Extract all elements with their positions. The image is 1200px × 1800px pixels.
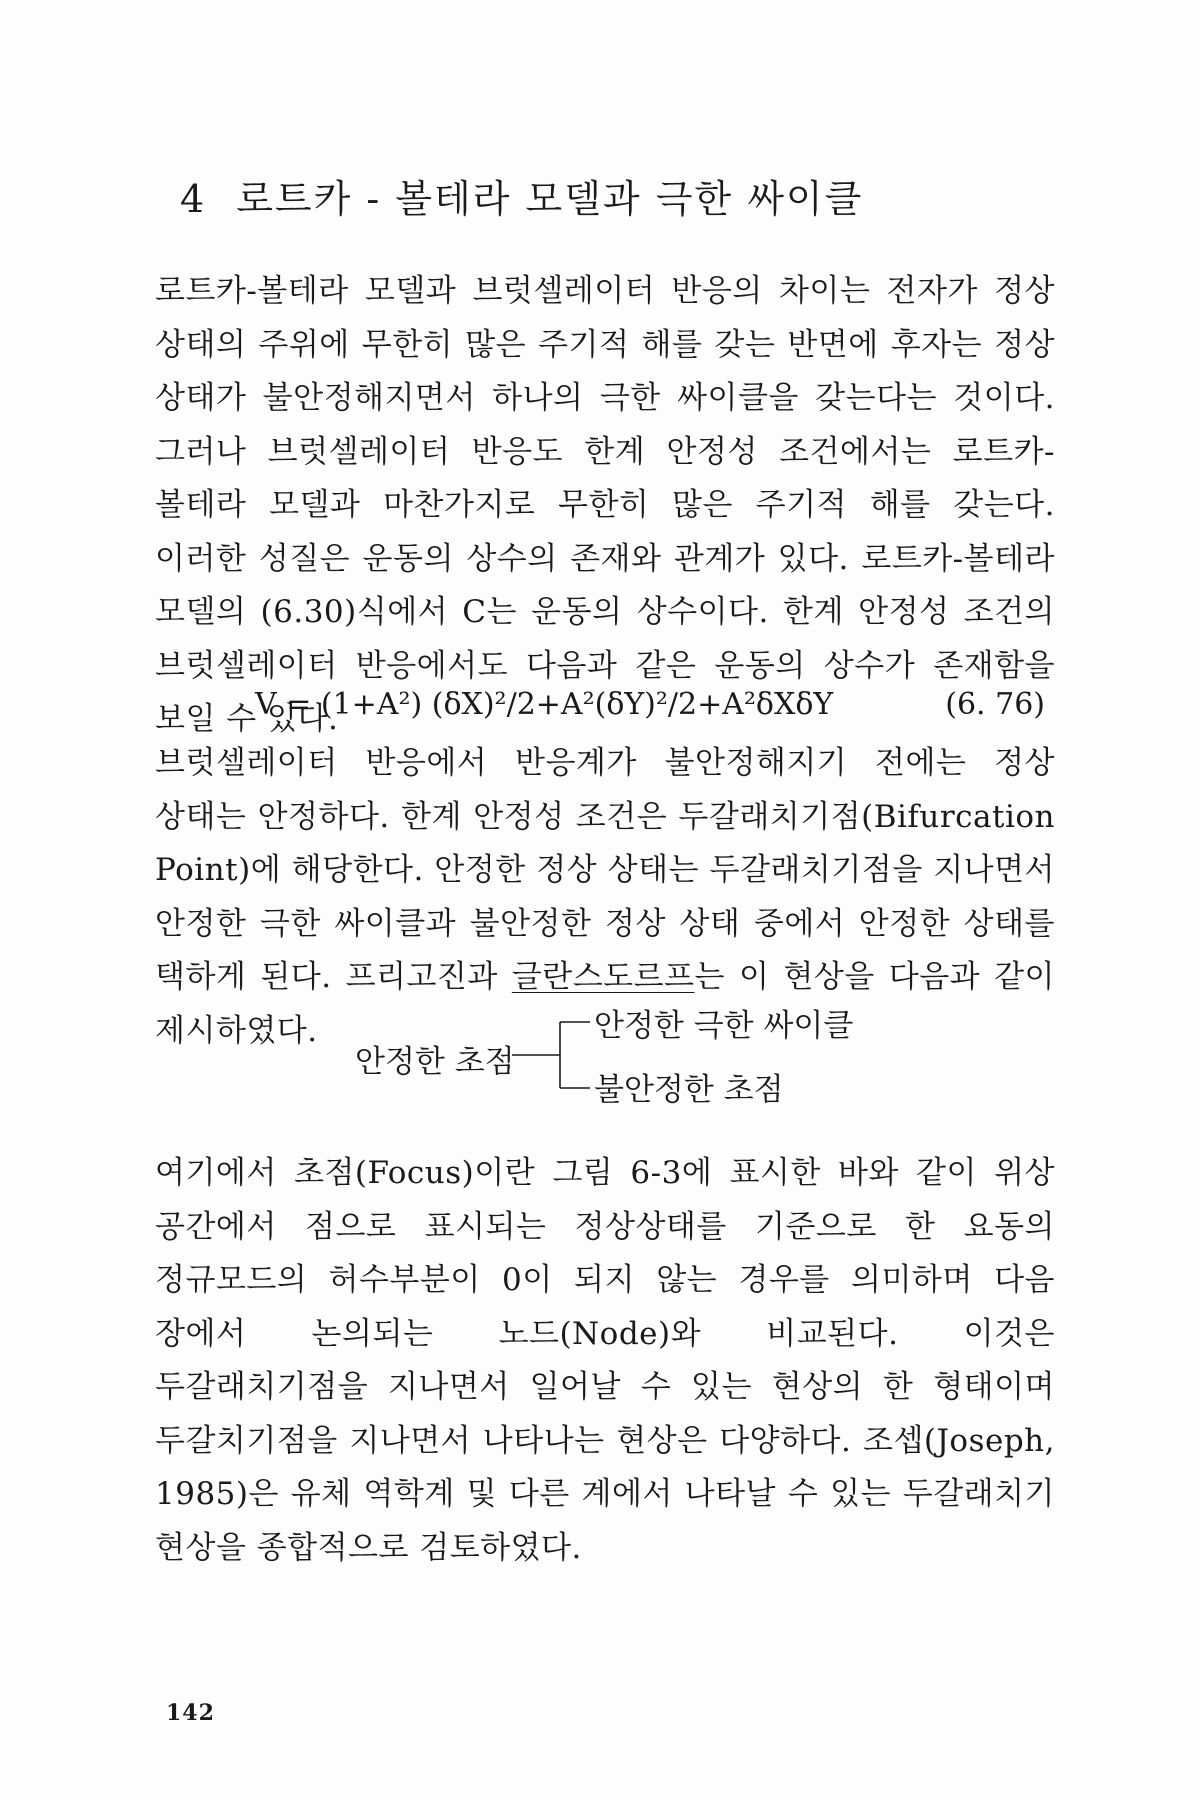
section-heading — [180, 168, 863, 223]
paragraph-1: 로트카-볼테라 모델과 브럿셀레이터 반응의 차이는 전자가 정상 상태의 주위에 무한히 많은 주기적 해를 갖는 반면에 후자는 정상 상태가 불안정해지면서 하나의 극한 싸이클을 갖는다는 것이다. 그러나 브럿셀레이터 반응도 한계 안정성 조건에서는 로트카-볼테라 모델과 마찬가지로 무한히 많은 주기적 해를 갖는다. 이러한 성질은 운동의 상수의 존재와 관계가 있다. 로트카-볼테라 모델의 (6.30)식에서 C는 운동의 상수이다. 한계 안정성 조건의 브럿셀레이터 반응에서도 다음과 같은 운동의 상수가 존재함을 보일 수 있다. — [155, 273, 1055, 737]
paragraph-2-underlined-name: 글란스도르프 — [511, 959, 695, 995]
paragraph-2-text-a: 브럿셀레이터 반응에서 반응계가 불안정해지기 전에는 정상 상태는 안정하다. 한계 안정성 조건은 두갈래치기점(Bifurcation Point)에 해당한다. 안정한 정상 상태는 두갈래치기점을 지나면서 안정한 극한 싸이클과 불안정한 정상 상태 중에서 안정한 상태를 택하게 된다. 프리고진과 — [155, 745, 1055, 995]
equation-number: (6. 76) — [945, 687, 1045, 722]
equation-6-76 — [155, 680, 1055, 730]
section-number: 4 — [180, 177, 207, 221]
bifurcation-diagram — [0, 1000, 1200, 1110]
paragraph-2-text-b: 는 이 현상을 다음과 같이 제시하였다. — [155, 959, 1055, 1049]
diagram-upper-branch-label: 안정한 극한 싸이클 — [594, 1008, 854, 1044]
page-number: 142 — [166, 1700, 215, 1726]
paragraph-3: 여기에서 초점(Focus)이란 그림 6-3에 표시한 바와 같이 위상 공간에서 점으로 표시되는 정상상태를 기준으로 한 요동의 정규모드의 허수부분이 0이 되지 않는 경우를 의미하며 다음 장에서 논의되는 노드(Node)와 비교된다. 이것은 두갈래치기점을 지나면서 일어날 수 있는 현상의 한 형태이며 두갈치기점을 지나면서 나타나는 현상은 다양하다. 조셉(Joseph, 1985)은 유체 역학계 및 다른 계에서 나타날 수 있는 두갈래치기 현상을 종합적으로 검토하였다. — [155, 1155, 1055, 1566]
equation-formula: V = (1+A²) (δX)²/2+A²(δY)²/2+A²δXδY — [255, 687, 834, 722]
section-title: 로트카 - 볼테라 모델과 극한 싸이클 — [236, 177, 864, 221]
diagram-stem-label: 안정한 초점 — [355, 1044, 515, 1080]
diagram-lower-branch-label: 불안정한 초점 — [594, 1072, 784, 1108]
